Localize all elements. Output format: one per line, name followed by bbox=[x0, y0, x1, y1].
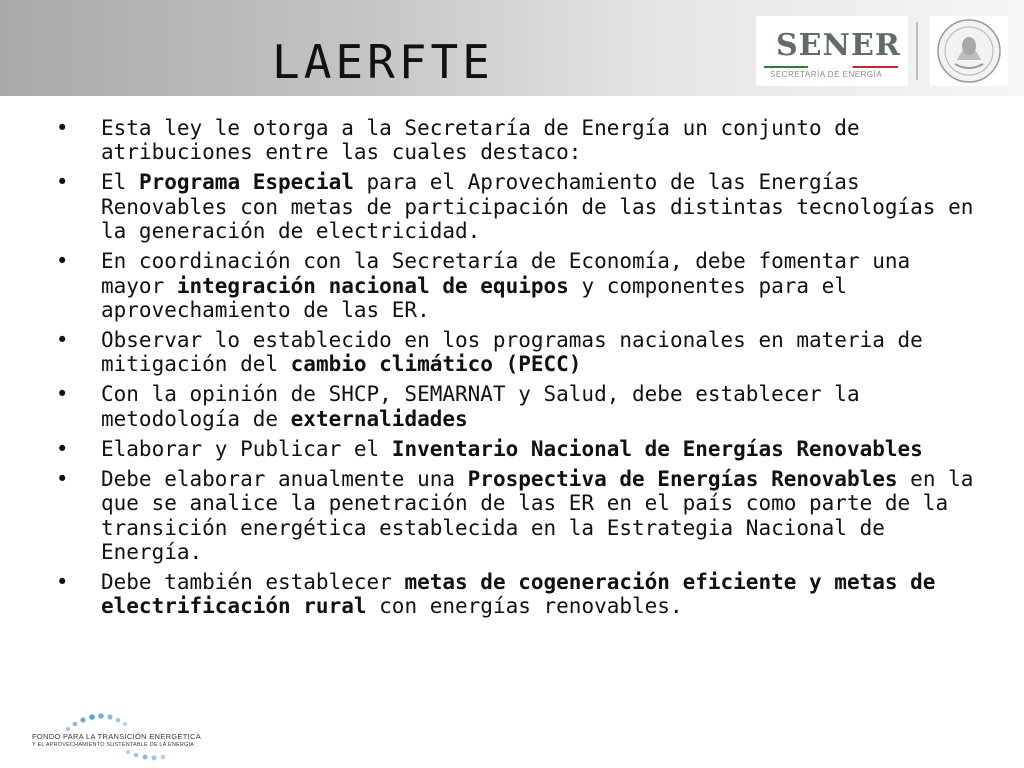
bullet-emphasis: Programa Especial bbox=[138, 170, 354, 195]
bullet-dot-icon: • bbox=[56, 328, 69, 353]
bullet-emphasis: cambio climático (PECC) bbox=[290, 352, 582, 377]
sener-color-rule bbox=[764, 66, 898, 68]
bullet-emphasis: integración nacional de equipos bbox=[176, 273, 569, 298]
mexico-seal-logo bbox=[930, 16, 1008, 86]
bullet-list bbox=[56, 116, 976, 619]
bullet-dot-icon: • bbox=[56, 466, 69, 491]
bullet-text: con energías renovables. bbox=[366, 594, 683, 619]
national-seal-icon bbox=[930, 16, 1008, 86]
bullet-item bbox=[56, 382, 976, 431]
sener-name: SENER bbox=[776, 28, 901, 63]
bullet-item bbox=[56, 328, 976, 377]
fund-logo bbox=[28, 712, 228, 762]
bullet-text: Elaborar y Publicar el bbox=[101, 436, 392, 461]
logo-divider bbox=[916, 22, 918, 80]
bullet-dot-icon: • bbox=[56, 170, 69, 195]
bullet-dot-icon: • bbox=[56, 382, 69, 407]
fund-name-line1: FONDO PARA LA TRANSICIÓN ENERGÉTICA bbox=[32, 732, 202, 741]
bullet-item bbox=[56, 467, 976, 565]
bullet-dot-icon: • bbox=[56, 116, 69, 140]
bullet-text: El bbox=[101, 170, 139, 195]
bullet-text: Observar lo establecido en los programas nacionales en materia de mitigación del bbox=[101, 328, 923, 377]
dots-arc-icon bbox=[58, 712, 138, 734]
bullet-text: para el Aprovechamiento de las Energías Renovables con metas de participación de las distintas tecnologías en la generación de electricidad. bbox=[101, 170, 974, 244]
bullet-item bbox=[56, 116, 976, 165]
bullet-emphasis: Inventario Nacional de Energías Renovables bbox=[391, 436, 923, 461]
bullet-text: Debe elaborar anualmente una bbox=[101, 466, 468, 491]
sener-subtitle: SECRETARÍA DE ENERGÍA bbox=[770, 70, 883, 79]
bullet-text: Esta ley le otorga a la Secretaría de Energía un conjunto de atribuciones entre las cuales destaco: bbox=[101, 116, 860, 165]
bullet-item bbox=[56, 437, 976, 461]
bullet-item bbox=[56, 249, 976, 322]
bullet-dot-icon: • bbox=[56, 436, 69, 461]
bullet-text: Con la opinión de SHCP, SEMARNAT y Salud, debe establecer la metodología de bbox=[101, 382, 860, 431]
bullet-text: en la que se analice la penetración de las ER en el país como parte de la transición energética establecida en la Estrategia Nacional de Energía. bbox=[101, 466, 974, 565]
bullet-item bbox=[56, 570, 976, 619]
bullet-emphasis: Prospectiva de Energías Renovables bbox=[467, 466, 898, 491]
bullet-emphasis: externalidades bbox=[290, 406, 468, 431]
bullet-item bbox=[56, 170, 976, 243]
sener-logo bbox=[756, 16, 908, 86]
bullet-emphasis: metas de cogeneración eficiente y metas de electrificación rural bbox=[101, 570, 936, 619]
bullet-dot-icon: • bbox=[56, 570, 69, 595]
bullet-dot-icon: • bbox=[56, 249, 69, 274]
slide-title: LAERFTE bbox=[272, 35, 494, 89]
bullet-text: En coordinación con la Secretaría de Economía, debe fomentar una mayor bbox=[101, 249, 911, 298]
bullet-text: Debe también establecer bbox=[101, 570, 405, 595]
bullet-text: y componentes para el aprovechamiento de las ER. bbox=[101, 273, 847, 323]
fund-name-line2: Y EL APROVECHAMIENTO SUSTENTABLE DE LA ENERGÍA bbox=[32, 742, 195, 748]
slide-content bbox=[56, 116, 976, 624]
dots-row-icon bbox=[118, 748, 198, 762]
